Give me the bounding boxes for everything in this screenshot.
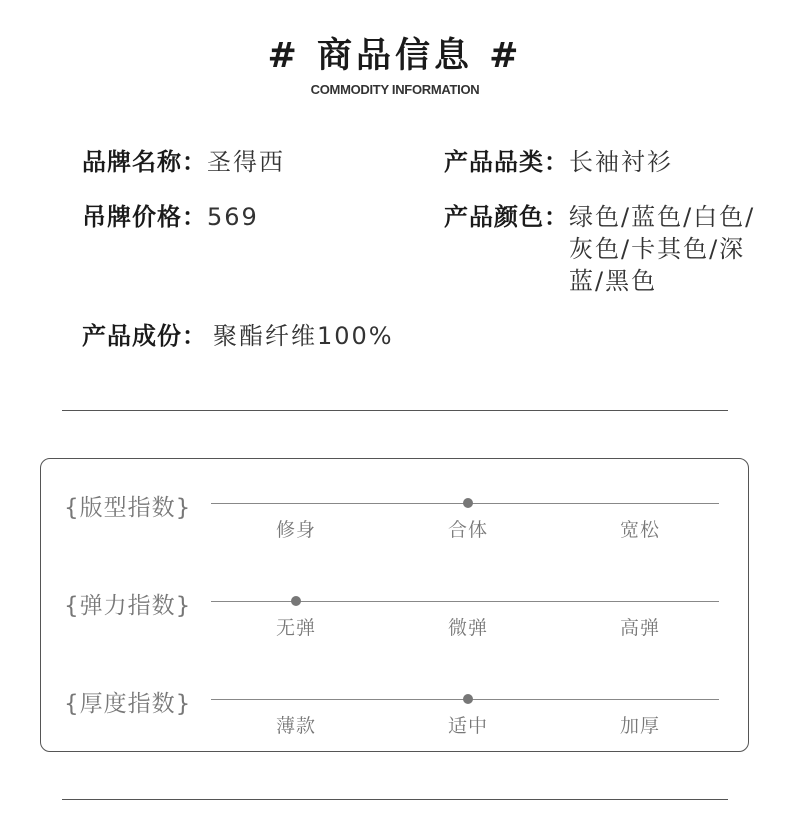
- category-label: 产品品类：: [444, 148, 569, 176]
- material-row: [82, 320, 394, 352]
- fit-scale-marker: [463, 498, 473, 508]
- page-subtitle: COMMODITY INFORMATION: [310, 82, 480, 97]
- index-panel: [40, 458, 749, 752]
- stretch-option-slight: 微弹: [447, 617, 488, 639]
- brand-label: 品牌名称：: [82, 148, 207, 176]
- price-label: 吊牌价格：: [82, 203, 207, 231]
- stretch-option-none: 无弹: [275, 617, 316, 639]
- brand-value: 圣得西: [207, 148, 285, 176]
- thickness-index-label: {厚度指数}: [64, 691, 192, 717]
- thickness-option-thick: 加厚: [619, 715, 660, 737]
- divider-bottom: [62, 799, 728, 800]
- thickness-option-thin: 薄款: [275, 715, 316, 737]
- fit-option-loose: 宽松: [619, 519, 660, 541]
- fit-index-row: [41, 489, 750, 549]
- fit-index-label: {版型指数}: [64, 495, 192, 521]
- brand-row: [82, 146, 285, 178]
- thickness-index-row: [41, 685, 750, 745]
- color-label: 产品颜色：: [444, 203, 569, 231]
- category-value: 长袖衬衫: [569, 148, 673, 176]
- fit-option-slim: 修身: [275, 519, 316, 541]
- material-value: 聚酯纤维100%: [213, 322, 394, 350]
- material-label: 产品成份：: [82, 322, 207, 350]
- fit-option-regular: 合体: [447, 519, 488, 541]
- color-row: [444, 201, 764, 297]
- stretch-scale-line: [211, 601, 719, 602]
- color-value: 绿色/蓝色/白色/灰色/卡其色/深蓝/黑色: [569, 203, 756, 295]
- stretch-scale-marker: [291, 596, 301, 606]
- price-row: [82, 201, 259, 233]
- stretch-index-label: {弹力指数}: [64, 593, 192, 619]
- page-title: # 商品信息 #: [267, 36, 523, 76]
- stretch-index-row: [41, 587, 750, 647]
- divider-top: [62, 410, 728, 411]
- price-value: 569: [207, 203, 259, 231]
- thickness-scale-marker: [463, 694, 473, 704]
- thickness-option-medium: 适中: [447, 715, 488, 737]
- stretch-option-high: 高弹: [619, 617, 660, 639]
- category-row: [444, 146, 673, 178]
